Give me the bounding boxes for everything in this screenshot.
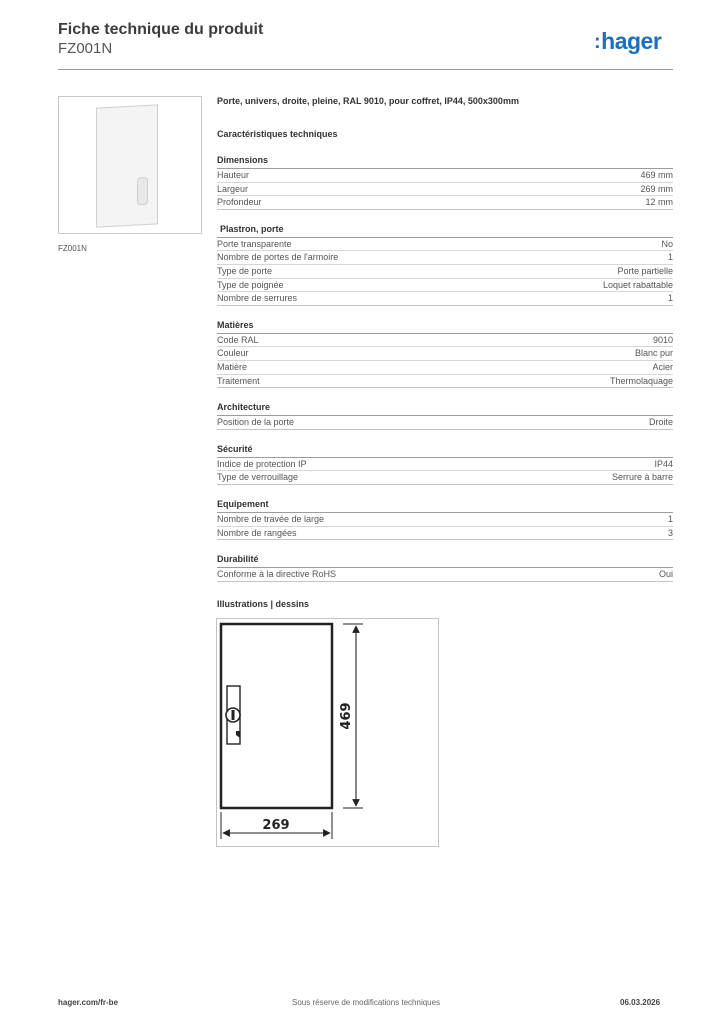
section-dimensions bbox=[217, 155, 673, 210]
section-title: Sécurité bbox=[217, 444, 673, 458]
spec-row bbox=[217, 292, 673, 306]
spec-row bbox=[217, 265, 673, 279]
spec-row bbox=[217, 513, 673, 527]
lock-key-slot bbox=[232, 710, 235, 720]
spec-label: Largeur bbox=[217, 183, 249, 194]
spec-row bbox=[217, 347, 673, 361]
footer-date: 06.03.2026 bbox=[620, 998, 661, 1007]
door-handle-icon bbox=[137, 177, 148, 206]
page-title: Fiche technique du produit bbox=[58, 21, 264, 38]
spec-value: 9010 bbox=[652, 334, 673, 345]
spec-rows bbox=[217, 513, 673, 540]
spec-value: 1 bbox=[667, 252, 673, 263]
spec-value: No bbox=[661, 238, 673, 249]
spec-row bbox=[217, 334, 673, 348]
spec-value: 12 mm bbox=[645, 197, 673, 208]
spec-row bbox=[217, 416, 673, 430]
door-drawing bbox=[217, 619, 438, 846]
section-title: Dimensions bbox=[217, 155, 673, 169]
spec-label: Couleur bbox=[217, 348, 249, 359]
hager-logo bbox=[594, 28, 661, 55]
section-durabilite bbox=[217, 554, 673, 582]
logo-text: hager bbox=[601, 28, 662, 54]
spec-label: Traitement bbox=[217, 375, 260, 386]
spec-value: Blanc pur bbox=[634, 348, 673, 359]
spec-row bbox=[217, 196, 673, 210]
section-matieres bbox=[217, 320, 673, 388]
spec-value: Acier bbox=[652, 361, 673, 372]
spec-value: Droite bbox=[648, 417, 673, 428]
spec-row bbox=[217, 279, 673, 293]
spec-row bbox=[217, 238, 673, 252]
footer-notice: Sous réserve de modifications techniques bbox=[292, 998, 441, 1007]
logo-dots-icon: : bbox=[594, 31, 601, 53]
spec-label: Porte transparente bbox=[217, 238, 292, 249]
spec-value: 3 bbox=[667, 527, 673, 538]
spec-value: 1 bbox=[667, 513, 673, 524]
spec-label: Nombre de travée de large bbox=[217, 513, 325, 524]
spec-value: IP44 bbox=[654, 458, 673, 469]
spec-label: Type de verrouillage bbox=[217, 472, 299, 483]
spec-row bbox=[217, 568, 673, 582]
product-reference: FZ001N bbox=[58, 40, 113, 57]
spec-label: Hauteur bbox=[217, 170, 250, 180]
spec-label: Matière bbox=[217, 361, 248, 372]
technical-drawing bbox=[216, 618, 439, 847]
section-title: Matières bbox=[217, 320, 673, 334]
product-thumbnail bbox=[58, 96, 202, 234]
spec-label: Indice de protection IP bbox=[217, 458, 307, 469]
spec-value: 1 bbox=[667, 293, 673, 304]
illustrations-title: Illustrations | dessins bbox=[217, 599, 310, 609]
spec-label: Position de la porte bbox=[217, 417, 295, 428]
spec-label: Code RAL bbox=[217, 334, 259, 345]
section-title: Architecture bbox=[217, 402, 673, 416]
spec-rows bbox=[217, 416, 673, 430]
spec-label: Profondeur bbox=[217, 197, 262, 208]
spec-label: Nombre de serrures bbox=[217, 293, 298, 304]
section-securite bbox=[217, 444, 673, 485]
spec-label: Conforme à la directive RoHS bbox=[217, 569, 337, 580]
section-title: Durabilité bbox=[217, 554, 673, 568]
spec-row bbox=[217, 361, 673, 375]
spec-label: Nombre de rangées bbox=[217, 527, 297, 538]
spec-row bbox=[217, 251, 673, 265]
spec-value: 469 mm bbox=[640, 170, 673, 180]
spec-value: Oui bbox=[658, 569, 673, 580]
section-title: Equipement bbox=[217, 499, 673, 513]
thumbnail-caption: FZ001N bbox=[58, 244, 87, 253]
width-dimension-label: 269 bbox=[262, 818, 290, 833]
spec-value: 269 mm bbox=[640, 183, 673, 194]
technical-data bbox=[217, 96, 673, 582]
spec-row bbox=[217, 169, 673, 183]
tech-characteristics-title: Caractéristiques techniques bbox=[217, 129, 338, 139]
header-divider bbox=[58, 69, 673, 70]
spec-value: Loquet rabattable bbox=[602, 279, 673, 290]
product-description: Porte, univers, droite, pleine, RAL 9010, pour coffret, IP44, 500x300mm bbox=[217, 96, 519, 106]
spec-row bbox=[217, 471, 673, 485]
spec-row bbox=[217, 458, 673, 472]
spec-label: Type de poignée bbox=[217, 279, 284, 290]
spec-label: Nombre de portes de l'armoire bbox=[217, 252, 339, 263]
spec-rows bbox=[217, 334, 673, 388]
spec-rows bbox=[217, 169, 673, 210]
spec-row bbox=[217, 527, 673, 541]
spec-label: Type de porte bbox=[217, 265, 273, 276]
spec-rows bbox=[217, 458, 673, 485]
height-dimension-label: 469 bbox=[339, 702, 354, 730]
section-plastron bbox=[217, 224, 673, 306]
spec-value: Thermolaquage bbox=[609, 375, 673, 386]
spec-value: Serrure à barre bbox=[611, 472, 673, 483]
section-title: Plastron, porte bbox=[217, 224, 673, 238]
door-image bbox=[96, 104, 158, 227]
section-equipement bbox=[217, 499, 673, 540]
spec-rows bbox=[217, 238, 673, 306]
footer-website: hager.com/fr-be bbox=[58, 998, 119, 1007]
spec-row bbox=[217, 183, 673, 197]
spec-row bbox=[217, 375, 673, 389]
spec-value: Porte partielle bbox=[617, 265, 673, 276]
section-architecture bbox=[217, 402, 673, 430]
spec-rows bbox=[217, 568, 673, 582]
